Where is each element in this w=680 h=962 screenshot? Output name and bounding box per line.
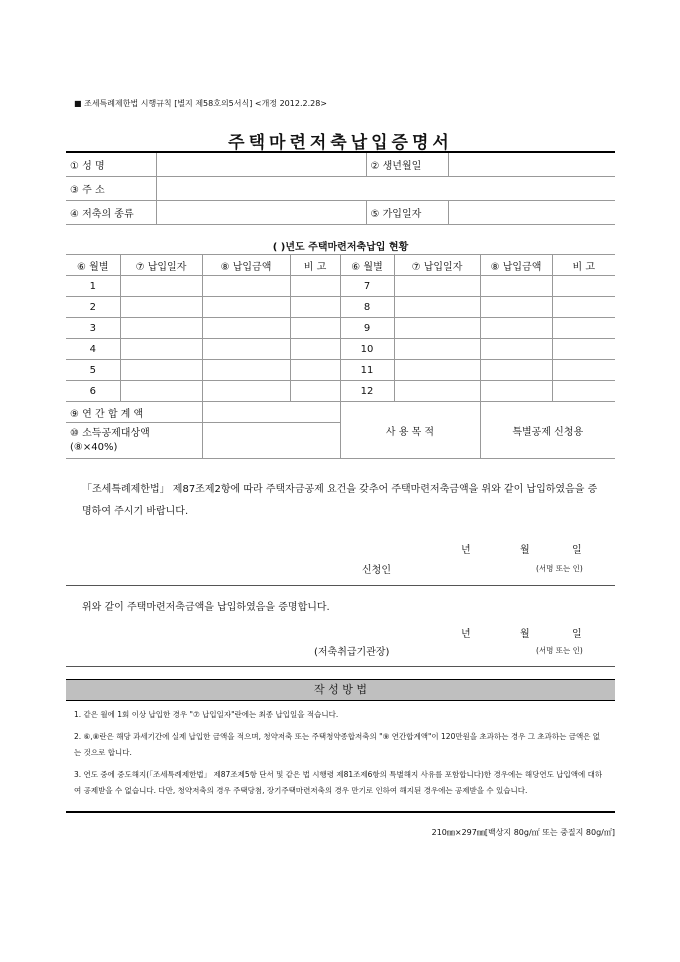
pay-amount-cell[interactable] [480, 381, 552, 402]
declaration-text: 「조세특례제한법」 제87조제2항에 따라 주택자금공제 요건을 갖추어 주택마련저축금액을 위와 같이 납입하였음을 증명하여 주시기 바랍니다. [82, 484, 598, 517]
month-cell: 12 [340, 381, 394, 402]
certification-day: 일 [572, 629, 582, 640]
pay-amount-cell[interactable] [480, 318, 552, 339]
declaration-month: 월 [520, 545, 530, 556]
status-caption: ( )년도 주택마련저축납입 현황 [66, 236, 615, 255]
month-cell: 4 [66, 339, 120, 360]
section-divider [66, 585, 615, 586]
month-cell: 2 [66, 297, 120, 318]
writing-method-title: 작 성 방 법 [66, 679, 615, 701]
applicant-signature-note[interactable]: (서명 또는 인) [536, 564, 583, 573]
note-item: 2. ⑥,⑧란은 해당 과세기간에 실제 납입한 금액을 적으며, 청약저축 또는 주택청약종합저축의 "⑨ 연간합계액"이 120만원을 초과하는 경우 그 초과하는 금액은 없는 것으로 합니다. [74, 732, 601, 757]
month-cell: 6 [66, 381, 120, 402]
month-cell: 3 [66, 318, 120, 339]
remarks-cell[interactable] [552, 360, 615, 381]
writing-method-notes [66, 701, 615, 811]
birth-date-field[interactable] [448, 152, 615, 176]
pay-date-cell[interactable] [394, 360, 480, 381]
table-row [66, 318, 615, 339]
pay-amount-cell[interactable] [480, 297, 552, 318]
header-remarks: 비 고 [552, 255, 615, 276]
deduction-formula: (⑧×40%) [70, 441, 118, 453]
declaration-section [66, 479, 615, 523]
savings-type-label: ④ 저축의 종류 [66, 200, 156, 224]
pay-amount-cell[interactable] [480, 360, 552, 381]
remarks-cell[interactable] [290, 360, 340, 381]
declaration-day: 일 [572, 545, 582, 556]
join-date-field[interactable] [448, 200, 615, 224]
pay-date-cell[interactable] [120, 360, 202, 381]
section-divider [66, 666, 615, 667]
pay-date-cell[interactable] [394, 276, 480, 297]
remarks-cell[interactable] [552, 339, 615, 360]
pay-date-cell[interactable] [120, 381, 202, 402]
header-remarks: 비 고 [290, 255, 340, 276]
join-date-label: ⑤ 가입일자 [366, 200, 448, 224]
deduction-label: ⑩ 소득공제대상액 [70, 427, 150, 439]
note-item: 3. 연도 중에 중도해지(「조세특례제한법」 제87조제5항 단서 및 같은 법 시행령 제81조제6항의 특별해지 사유를 포함합니다)한 경우에는 해당연도 납입액에 대하여 공제받을 수 없습니다. 다만, 청약저축의 경우 주택당첨, 장기주택마련저축의 경우 만기로 인하여 해지된 경우에는 공제받을 수 있습니다. [74, 770, 603, 795]
pay-date-cell[interactable] [120, 276, 202, 297]
applicant-label: 신청인 [362, 565, 391, 576]
pay-amount-cell[interactable] [202, 318, 290, 339]
month-cell: 11 [340, 360, 394, 381]
remarks-cell[interactable] [552, 318, 615, 339]
table-row [66, 339, 615, 360]
payment-status-table [66, 236, 615, 459]
pay-date-cell[interactable] [120, 318, 202, 339]
remarks-cell[interactable] [290, 318, 340, 339]
month-cell: 7 [340, 276, 394, 297]
certification-month: 월 [520, 629, 530, 640]
paper-spec-footer: 210㎜×297㎜[백상지 80g/㎡ 또는 중질지 80g/㎡] [431, 828, 615, 837]
remarks-cell[interactable] [290, 297, 340, 318]
writing-method-section [66, 679, 615, 813]
annual-total-field[interactable] [202, 402, 340, 423]
annual-total-label: ⑨ 연 간 합 계 액 [66, 402, 202, 423]
remarks-cell[interactable] [552, 276, 615, 297]
name-field[interactable] [156, 152, 366, 176]
pay-date-cell[interactable] [120, 339, 202, 360]
pay-date-cell[interactable] [394, 381, 480, 402]
table-row [66, 276, 615, 297]
institution-label: (저축취급기관장) [314, 647, 390, 658]
table-row [66, 297, 615, 318]
month-cell: 5 [66, 360, 120, 381]
pay-amount-cell[interactable] [202, 360, 290, 381]
address-label: ③ 주 소 [66, 176, 156, 200]
certification-text: 위와 같이 주택마련저축금액을 납입하였음을 증명합니다. [82, 602, 330, 613]
declaration-year: 년 [461, 545, 471, 556]
pay-amount-cell[interactable] [202, 339, 290, 360]
remarks-cell[interactable] [552, 297, 615, 318]
certification-year: 년 [461, 629, 471, 640]
table-row [66, 381, 615, 402]
pay-amount-cell[interactable] [202, 297, 290, 318]
deduction-field[interactable] [202, 423, 340, 459]
header-pay-amount: ⑧ 납입금액 [202, 255, 290, 276]
form-title: 주택마련저축납입증명서 [228, 133, 453, 153]
pay-date-cell[interactable] [394, 297, 480, 318]
remarks-cell[interactable] [290, 276, 340, 297]
section-divider [66, 811, 615, 813]
month-cell: 1 [66, 276, 120, 297]
address-field[interactable] [156, 176, 615, 200]
deduction-label-cell [66, 423, 202, 459]
institution-signature-note[interactable]: (서명 또는 인) [536, 646, 583, 655]
pay-amount-cell[interactable] [202, 276, 290, 297]
remarks-cell[interactable] [552, 381, 615, 402]
birth-date-label: ② 생년월일 [366, 152, 448, 176]
note-item: 1. 같은 월에 1회 이상 납입한 경우 "⑦ 납입일자"란에는 최종 납입일을 적습니다. [74, 710, 339, 719]
header-pay-date: ⑦ 납입일자 [120, 255, 202, 276]
pay-date-cell[interactable] [394, 339, 480, 360]
pay-date-cell[interactable] [120, 297, 202, 318]
pay-date-cell[interactable] [394, 318, 480, 339]
name-label: ① 성 명 [66, 152, 156, 176]
header-month: ⑥ 월별 [340, 255, 394, 276]
usage-purpose-value: 특별공제 신청용 [480, 402, 615, 459]
header-month: ⑥ 월별 [66, 255, 120, 276]
remarks-cell[interactable] [290, 339, 340, 360]
month-cell: 8 [340, 297, 394, 318]
pay-amount-cell[interactable] [202, 381, 290, 402]
month-cell: 9 [340, 318, 394, 339]
remarks-cell[interactable] [290, 381, 340, 402]
table-row [66, 360, 615, 381]
header-pay-date: ⑦ 납입일자 [394, 255, 480, 276]
pay-amount-cell[interactable] [480, 339, 552, 360]
pay-amount-cell[interactable] [480, 276, 552, 297]
savings-type-field[interactable] [156, 200, 366, 224]
form-reference-note: ■ 조세특례제한법 시행규칙 [별지 제58호의5서식] <개정 2012.2.28> [74, 99, 328, 108]
usage-purpose-label: 사 용 목 적 [340, 402, 480, 459]
header-pay-amount: ⑧ 납입금액 [480, 255, 552, 276]
applicant-info-table [66, 151, 615, 225]
month-cell: 10 [340, 339, 394, 360]
